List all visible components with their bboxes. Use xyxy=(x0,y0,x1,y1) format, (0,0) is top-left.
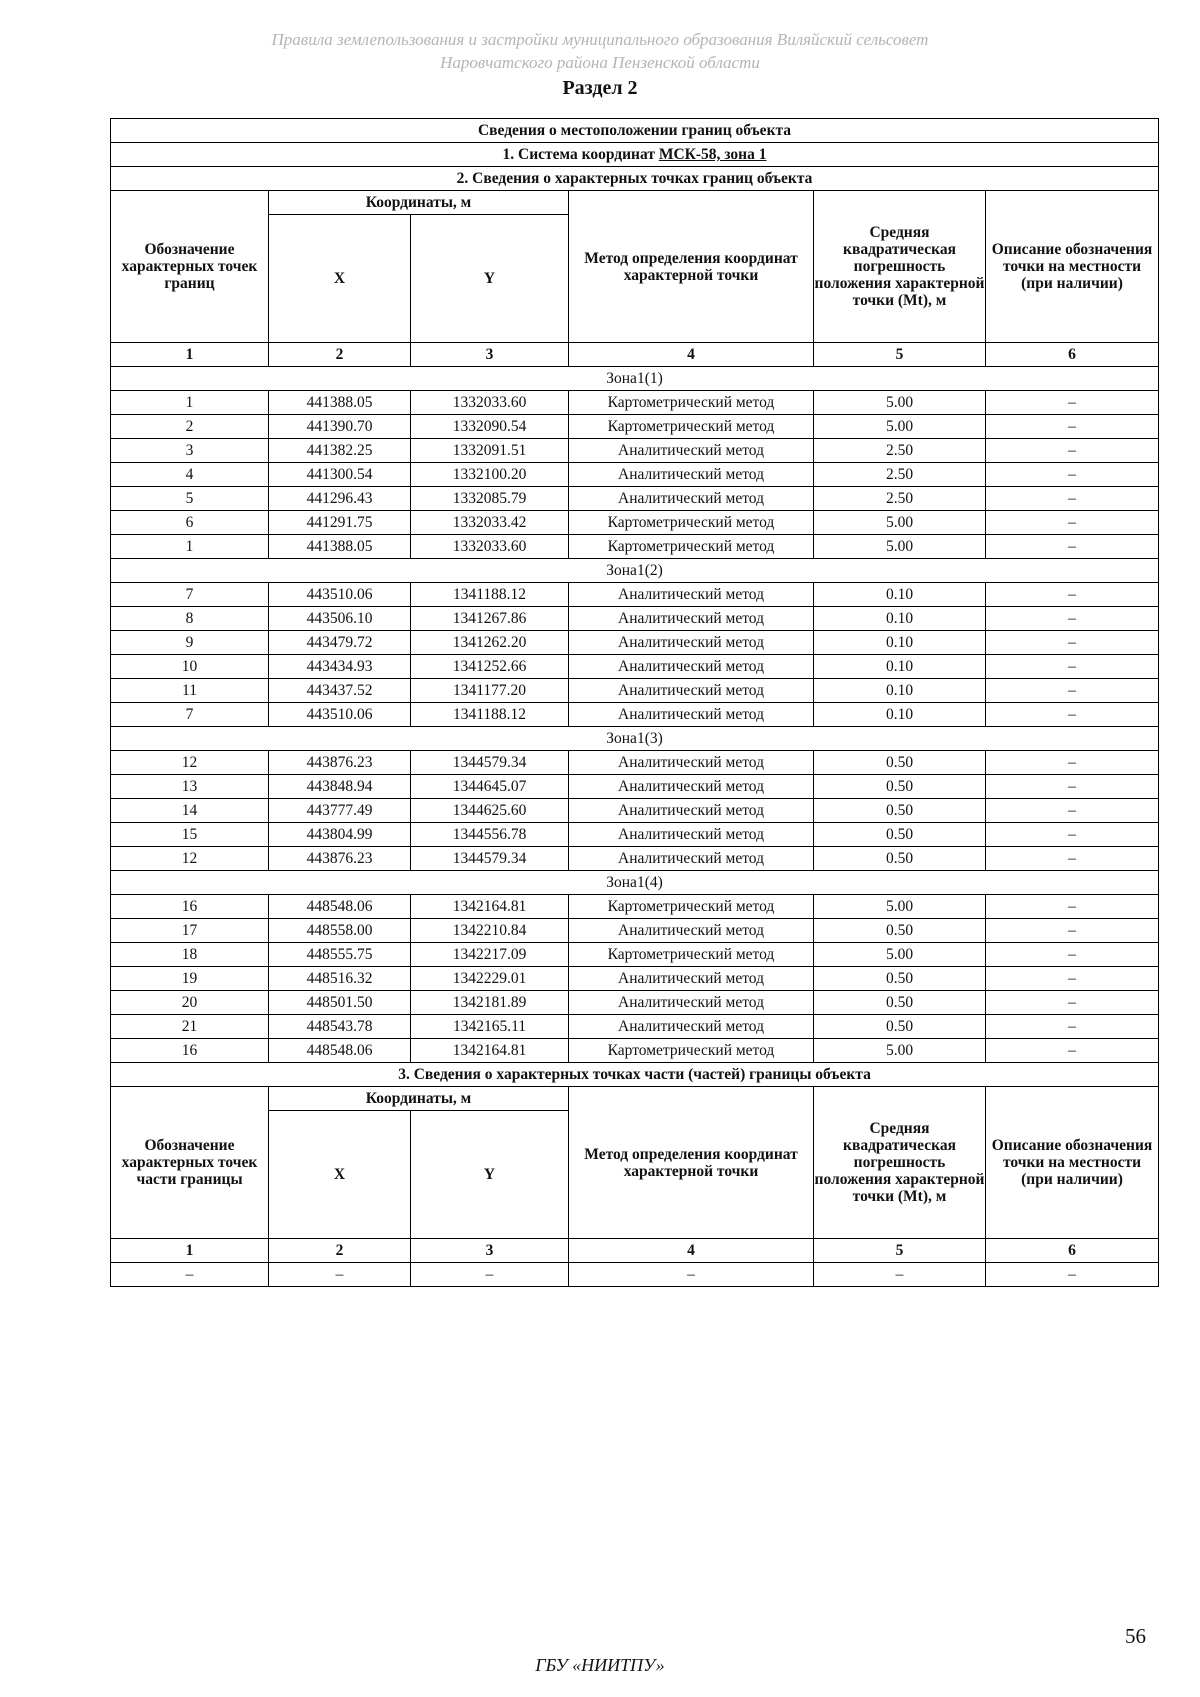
header-desc: Описание обозначения точки на местности (при наличии) xyxy=(986,191,1159,343)
table-cell: 11 xyxy=(111,679,269,703)
table-row xyxy=(111,679,1159,703)
table-cell: 1344579.34 xyxy=(411,847,569,871)
table-cell: 1332090.54 xyxy=(411,415,569,439)
header-point: Обозначение характерных точек границ xyxy=(111,191,269,343)
table-cell: 1342181.89 xyxy=(411,991,569,1015)
table-cell: – xyxy=(986,775,1159,799)
header-method: Метод определения координат характерной точки xyxy=(569,191,814,343)
column-number: 4 xyxy=(569,1239,814,1263)
footer: ГБУ «НИИТПУ» xyxy=(535,1655,665,1675)
table-cell: – xyxy=(986,631,1159,655)
header2-y: Y xyxy=(411,1111,569,1239)
header-y: Y xyxy=(411,215,569,343)
table-cell: 443848.94 xyxy=(269,775,411,799)
table-cell: 443506.10 xyxy=(269,607,411,631)
table-cell: Аналитический метод xyxy=(569,631,814,655)
table-cell: 1341188.12 xyxy=(411,703,569,727)
table-cell: 0.50 xyxy=(814,775,986,799)
table-cell: – xyxy=(814,1263,986,1287)
table-cell: 1342217.09 xyxy=(411,943,569,967)
table-cell: 1341188.12 xyxy=(411,583,569,607)
boundary-table xyxy=(110,118,1159,1287)
page-number: 56 xyxy=(1125,1624,1146,1648)
table-row xyxy=(111,583,1159,607)
table-cell: 16 xyxy=(111,1039,269,1063)
column-number: 2 xyxy=(269,1239,411,1263)
table-cell: 1341267.86 xyxy=(411,607,569,631)
table-cell: 448555.75 xyxy=(269,943,411,967)
table-cell: 15 xyxy=(111,823,269,847)
column-number: 1 xyxy=(111,343,269,367)
table-cell: 1344645.07 xyxy=(411,775,569,799)
table-row xyxy=(111,919,1159,943)
table-cell: 18 xyxy=(111,943,269,967)
table-cell: 5.00 xyxy=(814,1039,986,1063)
zone-row xyxy=(111,871,1159,895)
table-row xyxy=(111,511,1159,535)
table-cell: – xyxy=(986,655,1159,679)
table-cell: 1342165.11 xyxy=(411,1015,569,1039)
table-cell: 448548.06 xyxy=(269,895,411,919)
table-row xyxy=(111,391,1159,415)
table-cell: 16 xyxy=(111,895,269,919)
table-cell: Аналитический метод xyxy=(569,679,814,703)
header-x: X xyxy=(269,215,411,343)
table-row xyxy=(111,1263,1159,1287)
table-cell: – xyxy=(986,607,1159,631)
table-cell: Аналитический метод xyxy=(569,823,814,847)
table-cell: 1341177.20 xyxy=(411,679,569,703)
table-cell: 1344556.78 xyxy=(411,823,569,847)
table-cell: 5.00 xyxy=(814,415,986,439)
table-cell: 1 xyxy=(111,535,269,559)
table-cell: – xyxy=(986,919,1159,943)
table-cell: – xyxy=(569,1263,814,1287)
header2-x: X xyxy=(269,1111,411,1239)
table-cell: 443876.23 xyxy=(269,751,411,775)
column-number-row xyxy=(111,343,1159,367)
table-cell: 7 xyxy=(111,583,269,607)
table-cell: 443876.23 xyxy=(269,847,411,871)
column-number: 1 xyxy=(111,1239,269,1263)
table-cell: Аналитический метод xyxy=(569,751,814,775)
table-cell: 5.00 xyxy=(814,943,986,967)
table-row xyxy=(111,943,1159,967)
table-cell: 0.50 xyxy=(814,991,986,1015)
table-row xyxy=(111,535,1159,559)
table-cell: Картометрический метод xyxy=(569,1039,814,1063)
table-cell: – xyxy=(986,1015,1159,1039)
table-row xyxy=(111,439,1159,463)
table-cell: 2 xyxy=(111,415,269,439)
table-row xyxy=(111,703,1159,727)
table-row xyxy=(111,847,1159,871)
table-cell: Картометрический метод xyxy=(569,415,814,439)
section3-title: 3. Сведения о характерных точках части (частей) границы объекта xyxy=(111,1063,1159,1087)
table-cell: 1342229.01 xyxy=(411,967,569,991)
column-number: 4 xyxy=(569,343,814,367)
table-cell: 1332033.60 xyxy=(411,535,569,559)
table-cell: 443510.06 xyxy=(269,703,411,727)
column-number: 3 xyxy=(411,343,569,367)
table-cell: 0.10 xyxy=(814,631,986,655)
table-cell: 5.00 xyxy=(814,511,986,535)
table-cell: 0.10 xyxy=(814,703,986,727)
table-row xyxy=(111,799,1159,823)
header2-error: Средняя квадратическая погрешность положения характерной точки (Mt), м xyxy=(814,1087,986,1239)
table-cell: Картометрический метод xyxy=(569,895,814,919)
table-cell: 0.50 xyxy=(814,919,986,943)
table-cell: Аналитический метод xyxy=(569,799,814,823)
table-cell: – xyxy=(986,943,1159,967)
table-cell: 5 xyxy=(111,487,269,511)
table-cell: 3 xyxy=(111,439,269,463)
running-header-line1: Правила землепользования и застройки муниципального образования Виляйский сельсовет xyxy=(271,30,929,49)
table-cell: 1332100.20 xyxy=(411,463,569,487)
zone-name: Зона1(4) xyxy=(111,871,1159,895)
table-cell: 1332091.51 xyxy=(411,439,569,463)
table-cell: – xyxy=(986,967,1159,991)
running-header-line2: Наровчатского района Пензенской области xyxy=(440,53,760,72)
zone-name: Зона1(1) xyxy=(111,367,1159,391)
coord-system-value: МСК-58, зона 1 xyxy=(658,146,767,163)
table-cell: 2.50 xyxy=(814,439,986,463)
table-cell: – xyxy=(986,535,1159,559)
column-number: 6 xyxy=(986,343,1159,367)
table-cell: – xyxy=(269,1263,411,1287)
table-cell: 1332033.60 xyxy=(411,391,569,415)
table-cell: 1332085.79 xyxy=(411,487,569,511)
header2-method: Метод определения координат характерной точки xyxy=(569,1087,814,1239)
table-cell: – xyxy=(411,1263,569,1287)
zone-name: Зона1(3) xyxy=(111,727,1159,751)
table-cell: – xyxy=(986,439,1159,463)
table-cell: – xyxy=(986,679,1159,703)
table-row xyxy=(111,487,1159,511)
table-cell: – xyxy=(986,487,1159,511)
table-cell: Аналитический метод xyxy=(569,775,814,799)
table-cell: 448501.50 xyxy=(269,991,411,1015)
table-row xyxy=(111,751,1159,775)
coord-system-row xyxy=(111,143,1159,167)
column-number: 2 xyxy=(269,343,411,367)
table-cell: 448543.78 xyxy=(269,1015,411,1039)
table-cell: 1342210.84 xyxy=(411,919,569,943)
table-row xyxy=(111,775,1159,799)
table-cell: – xyxy=(986,895,1159,919)
table-cell: – xyxy=(986,703,1159,727)
table-cell: 2.50 xyxy=(814,463,986,487)
table-cell: – xyxy=(111,1263,269,1287)
table-cell: – xyxy=(986,751,1159,775)
table-cell: 20 xyxy=(111,991,269,1015)
table-cell: – xyxy=(986,847,1159,871)
table-row xyxy=(111,655,1159,679)
table-cell: 443437.52 xyxy=(269,679,411,703)
table-cell: Аналитический метод xyxy=(569,487,814,511)
column-number: 6 xyxy=(986,1239,1159,1263)
table-cell: 0.50 xyxy=(814,751,986,775)
table-cell: 0.50 xyxy=(814,799,986,823)
zone-row xyxy=(111,559,1159,583)
table-cell: 4 xyxy=(111,463,269,487)
table-cell: 1344625.60 xyxy=(411,799,569,823)
zone-row xyxy=(111,367,1159,391)
header2-point: Обозначение характерных точек части границы xyxy=(111,1087,269,1239)
table-cell: 1342164.81 xyxy=(411,1039,569,1063)
table-cell: 443479.72 xyxy=(269,631,411,655)
table-row xyxy=(111,967,1159,991)
table-row xyxy=(111,415,1159,439)
table-cell: Аналитический метод xyxy=(569,439,814,463)
table-row xyxy=(111,607,1159,631)
table-cell: Аналитический метод xyxy=(569,463,814,487)
table-cell: 443804.99 xyxy=(269,823,411,847)
table-row xyxy=(111,895,1159,919)
table-cell: Аналитический метод xyxy=(569,919,814,943)
zone-name: Зона1(2) xyxy=(111,559,1159,583)
table-cell: 21 xyxy=(111,1015,269,1039)
table-cell: Аналитический метод xyxy=(569,607,814,631)
table-cell: 443434.93 xyxy=(269,655,411,679)
table-cell: 0.10 xyxy=(814,583,986,607)
table-row xyxy=(111,1039,1159,1063)
table-cell: Аналитический метод xyxy=(569,583,814,607)
table-cell: 441390.70 xyxy=(269,415,411,439)
table-cell: 9 xyxy=(111,631,269,655)
table-cell: 443777.49 xyxy=(269,799,411,823)
table-cell: – xyxy=(986,1039,1159,1063)
table-cell: Картометрический метод xyxy=(569,535,814,559)
table-row xyxy=(111,631,1159,655)
table-cell: 12 xyxy=(111,847,269,871)
table-cell: Аналитический метод xyxy=(569,847,814,871)
column-number: 3 xyxy=(411,1239,569,1263)
table-row xyxy=(111,823,1159,847)
table-cell: 7 xyxy=(111,703,269,727)
section-title: Раздел 2 xyxy=(562,77,638,99)
table-cell: 1342164.81 xyxy=(411,895,569,919)
table-cell: 14 xyxy=(111,799,269,823)
table-cell: 0.10 xyxy=(814,607,986,631)
table-cell: – xyxy=(986,991,1159,1015)
table-cell: 0.50 xyxy=(814,1015,986,1039)
table-cell: 12 xyxy=(111,751,269,775)
table-cell: 0.50 xyxy=(814,823,986,847)
table-cell: 448548.06 xyxy=(269,1039,411,1063)
table-cell: 441382.25 xyxy=(269,439,411,463)
header-coords: Координаты, м xyxy=(269,191,569,215)
table-cell: – xyxy=(986,391,1159,415)
table-cell: 13 xyxy=(111,775,269,799)
table-cell: 441388.05 xyxy=(269,535,411,559)
table-title: Сведения о местоположении границ объекта xyxy=(111,119,1159,143)
table-cell: – xyxy=(986,823,1159,847)
table-cell: 0.50 xyxy=(814,847,986,871)
table-cell: – xyxy=(986,1263,1159,1287)
table-cell: – xyxy=(986,463,1159,487)
table-cell: Аналитический метод xyxy=(569,991,814,1015)
table-cell: 5.00 xyxy=(814,535,986,559)
table-cell: 8 xyxy=(111,607,269,631)
table-cell: Картометрический метод xyxy=(569,943,814,967)
column-number-row xyxy=(111,1239,1159,1263)
table-cell: 19 xyxy=(111,967,269,991)
table-cell: 441388.05 xyxy=(269,391,411,415)
header2-coords: Координаты, м xyxy=(269,1087,569,1111)
table-cell: 1341252.66 xyxy=(411,655,569,679)
table-cell: Картометрический метод xyxy=(569,391,814,415)
table-cell: – xyxy=(986,583,1159,607)
coord-system-label: 1. Система координат xyxy=(502,146,659,163)
table-cell: – xyxy=(986,415,1159,439)
table-cell: – xyxy=(986,799,1159,823)
table-cell: 6 xyxy=(111,511,269,535)
table-row xyxy=(111,1015,1159,1039)
table-cell: Аналитический метод xyxy=(569,655,814,679)
table-cell: 0.50 xyxy=(814,967,986,991)
table-cell: 1344579.34 xyxy=(411,751,569,775)
table-cell: – xyxy=(986,511,1159,535)
table-cell: 1341262.20 xyxy=(411,631,569,655)
table-cell: 5.00 xyxy=(814,391,986,415)
table-cell: 2.50 xyxy=(814,487,986,511)
table-cell: 1332033.42 xyxy=(411,511,569,535)
section2-title: 2. Сведения о характерных точках границ объекта xyxy=(111,167,1159,191)
table-cell: Аналитический метод xyxy=(569,967,814,991)
table-cell: 10 xyxy=(111,655,269,679)
table-cell: 441296.43 xyxy=(269,487,411,511)
column-number: 5 xyxy=(814,343,986,367)
table-cell: 5.00 xyxy=(814,895,986,919)
table-cell: 441291.75 xyxy=(269,511,411,535)
table-cell: Аналитический метод xyxy=(569,703,814,727)
table-row xyxy=(111,463,1159,487)
table-cell: 17 xyxy=(111,919,269,943)
table-cell: 0.10 xyxy=(814,679,986,703)
table-cell: Аналитический метод xyxy=(569,1015,814,1039)
header2-desc: Описание обозначения точки на местности (при наличии) xyxy=(986,1087,1159,1239)
table-cell: 443510.06 xyxy=(269,583,411,607)
table-cell: 441300.54 xyxy=(269,463,411,487)
table-cell: 0.10 xyxy=(814,655,986,679)
zone-row xyxy=(111,727,1159,751)
table-cell: 448516.32 xyxy=(269,967,411,991)
table-cell: Картометрический метод xyxy=(569,511,814,535)
header-error: Средняя квадратическая погрешность положения характерной точки (Mt), м xyxy=(814,191,986,343)
column-number: 5 xyxy=(814,1239,986,1263)
table-row xyxy=(111,991,1159,1015)
table-cell: 448558.00 xyxy=(269,919,411,943)
table-cell: 1 xyxy=(111,391,269,415)
